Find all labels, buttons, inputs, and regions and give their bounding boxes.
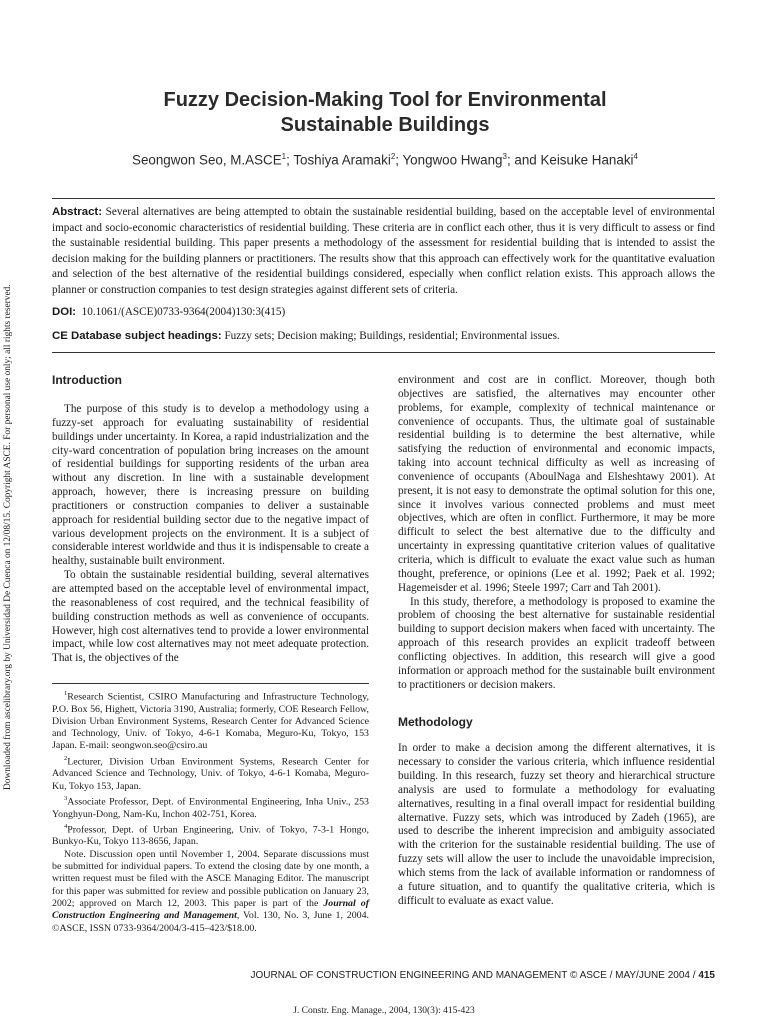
journal-footer-text: JOURNAL OF CONSTRUCTION ENGINEERING AND MANAGEMENT © ASCE / MAY/JUNE 2004 / — [250, 970, 699, 981]
footnote-text: Associate Professor, Dept. of Environmental Engineering, Inha Univ., 253 Yonghyun-Dong, Nam-Ku, Inchon 402-751, Korea. — [52, 796, 369, 820]
author-affiliation-mark: 1 — [281, 152, 287, 161]
methodology-heading: Methodology — [398, 715, 473, 730]
author-affiliation-mark: 2 — [390, 152, 396, 161]
author-separator: ; — [286, 152, 294, 168]
author-affiliation-mark: 3 — [502, 152, 507, 161]
footnote-mark: 1 — [64, 690, 68, 697]
citation-line: J. Constr. Eng. Manage., 2004, 130(3): 415-423 — [293, 1006, 475, 1016]
journal-name: Journal of Construction Engineering and Management — [52, 897, 369, 922]
author-affiliation-mark: 4 — [633, 152, 638, 161]
title-line-1: Fuzzy Decision-Making Tool for Environmental — [163, 89, 607, 111]
left-column — [52, 372, 369, 666]
title-line-2: Sustainable Buildings — [280, 114, 490, 136]
author-separator: ; and — [506, 152, 541, 168]
download-notice-text: Downloaded from ascelibrary.org by Universidad De Cuenca on 12/08/15. Copyright ASCE. For personal use only; all rights reserved. — [3, 284, 13, 790]
right-paragraph-2: In this study, therefore, a methodology is proposed to examine the problem of choosing the best alternative for sustainable residential building to support decision makers when faced with uncertainty. The approach of this research provides an explicit tradeoff between conflicting objectives. In addition, this research will give a good information or approach method for the sustainable built environment to practitioners or decision makers. — [398, 595, 715, 691]
footnote-text: Professor, Dept. of Urban Engineering, Univ. of Tokyo, 7-3-1 Hongo, Bunkyo-Ku, Tokyo 113-8656, Japan. — [52, 824, 369, 848]
discussion-note: Note. Discussion open until November 1, 2004. Separate discussions must be submitted for individual papers. To extend the closing date by one month, a written request must be filed with the ASCE Managing Editor. The manuscript for this paper was submitted for review and possible publication on January 23, 2002; approved on March 12, 2003. This paper is part of the Journal of Construction Engineering and Management, Vol. 130, No. 3, June 1, 2004. ©ASCE, ISSN 0733-9364/2004/3-415–423/$18.00. — [52, 848, 370, 934]
author: Keisuke Hanaki — [540, 152, 634, 168]
author: Toshiya Aramaki — [293, 152, 391, 168]
doi-label: DOI: — [52, 306, 77, 318]
author-list — [60, 152, 710, 167]
footnotes — [52, 688, 369, 935]
doi-value: 10.1061/(ASCE)0733-9364(2004)130:3(415) — [81, 306, 286, 318]
subject-headings-label: CE Database subject headings: — [52, 330, 222, 342]
subject-headings-value: Fuzzy sets; Decision making; Buildings, residential; Environmental issues. — [224, 330, 560, 342]
paper-title — [60, 88, 710, 138]
abstract-label: Abstract: — [52, 206, 103, 218]
footnote-mark: 4 — [64, 822, 68, 830]
subject-headings — [52, 330, 560, 342]
footnote — [52, 688, 369, 753]
author: Yongwoo Hwang — [402, 152, 503, 168]
footnote-text: Research Scientist, CSIRO Manufacturing and Infrastructure Technology, P.O. Box 56, Highett, Victoria 3190, Australia; formerly, COE Research Fellow, Division Urban Environment Systems, Research Center for Advanced Science and Technology, Univ. of Tokyo, 4-6-1 Komaba, Meguro-Ku, Tokyo, 153 Japan. E-mail: seongwon.seo@csiro.au — [52, 691, 369, 752]
footnote-text: Lecturer, Division Urban Environment Systems, Research Center for Advanced Science and Technology, Univ. of Tokyo, 4-6-1 Komaba, Meguro-Ku, Tokyo 153, Japan. — [52, 756, 369, 792]
footnote-divider — [52, 683, 369, 684]
methodology-paragraph: In order to make a decision among the different alternatives, it is necessary to consider the various criteria, which influence residential building. In this research, fuzzy set theory and hierarchical structure analysis are used to formulate a methodology for evaluating alternatives, resulting in a final overall impact for residential building alternative. Fuzzy sets, which was introduced by Zadeh (1965), are used to describe the inherent imprecision and ambiguity associated with the criterion for the sustainable residential building. The use of fuzzy sets will allow the user to include the unavoidable imprecision, which stems from the lack of available information or randomness of a future situation, and to quantify the qualitative criteria, which is difficult to evaluate as exact value. — [398, 742, 715, 907]
introduction-heading: Introduction — [52, 373, 122, 387]
introduction-paragraph-1: The purpose of this study is to develop a methodology using a fuzzy-set approach for evaluating sustainability of residential buildings under uncertainty. In Korea, a rapid industrialization and the city-ward concentration of population bring increases on the amount of residential buildings for supporting residents of the urban area without any discretion. In line with a sustainable development approach, however, there is increasing pressure on building practitioners or construction companies to deliver a sustainable approach for residential building sector due to the negative impact of various development projects on the environment. It is a subject of considerable interest worldwide and thus it is indispensable to create a healthy, sustainable built environment. — [52, 403, 369, 568]
introduction-paragraph-2: To obtain the sustainable residential building, several alternatives are attempted based on the acceptable level of environmental impact, the reasonableness of cost required, and the technical feasibility of building construction methods as well as convenience of occupants. However, high cost alternatives tend to provide a lower environmental impact, while low cost alternatives may not meet adequate protection. That is, the objectives of the — [52, 569, 369, 665]
footnote — [52, 753, 369, 793]
footnote — [52, 793, 369, 821]
right-column — [398, 374, 715, 909]
author-separator: ; — [395, 152, 403, 168]
doi-line — [52, 306, 285, 318]
author: Seongwon Seo, M.ASCE — [132, 152, 282, 168]
page-number: 415 — [698, 970, 715, 981]
footnote — [52, 821, 369, 849]
footnote-mark: 3 — [64, 794, 68, 802]
download-notice — [1, 230, 15, 790]
top-divider — [52, 198, 715, 199]
journal-footer — [251, 970, 716, 981]
abstract — [52, 205, 715, 299]
abstract-text: Several alternatives are being attempted to obtain the sustainable residential building, based on the acceptable level of environmental impact and socio-economic characteristics of residential building. These criteria are in conflict each other, thus it is very difficult to assess or find the sustainable residential building. This paper presents a methodology of the assessment for residential building that is intended to assist the decision making for the building planners or practitioners. The results show that this approach can effectively work for the quantitative evaluation and selection of the best alternative of the residential buildings considered, especially when conflict relation exists. This approach allows the planner or construction companies to test design strategies against different sets of criteria. — [52, 206, 716, 296]
right-paragraph-1: environment and cost are in conflict. Moreover, though both objectives are satisfied, the alternatives may encounter other problems, for example, complexity of technical maintenance or convenience of occupants. Thus, the ultimate goal of sustainable residential building is to determine the best alternative, while satisfying the reduction of environmental and economic impacts, taking into account technical difficulty as well as increasing of convenience of occupants (AboulNaga and Elsheshtawy 2001). At present, it is not easy to demonstrate the optimal solution for this one, since it involves various connected problems and must meet objectives, which are often in conflict. Furthermore, it may be more difficult to select the best alternative due to the difficulty and uncertainty in expressing quantitative criterion values of qualitative criteria, which is difficult to evaluate the exact value such as human thought, preference, or opinions (Lee et al. 1992; Paek et al. 1992; Hagemeisder et al. 1996; Steele 1997; Carr and Tah 2001). — [398, 374, 715, 594]
footnote-mark: 2 — [64, 754, 68, 762]
abstract-divider — [52, 352, 715, 353]
